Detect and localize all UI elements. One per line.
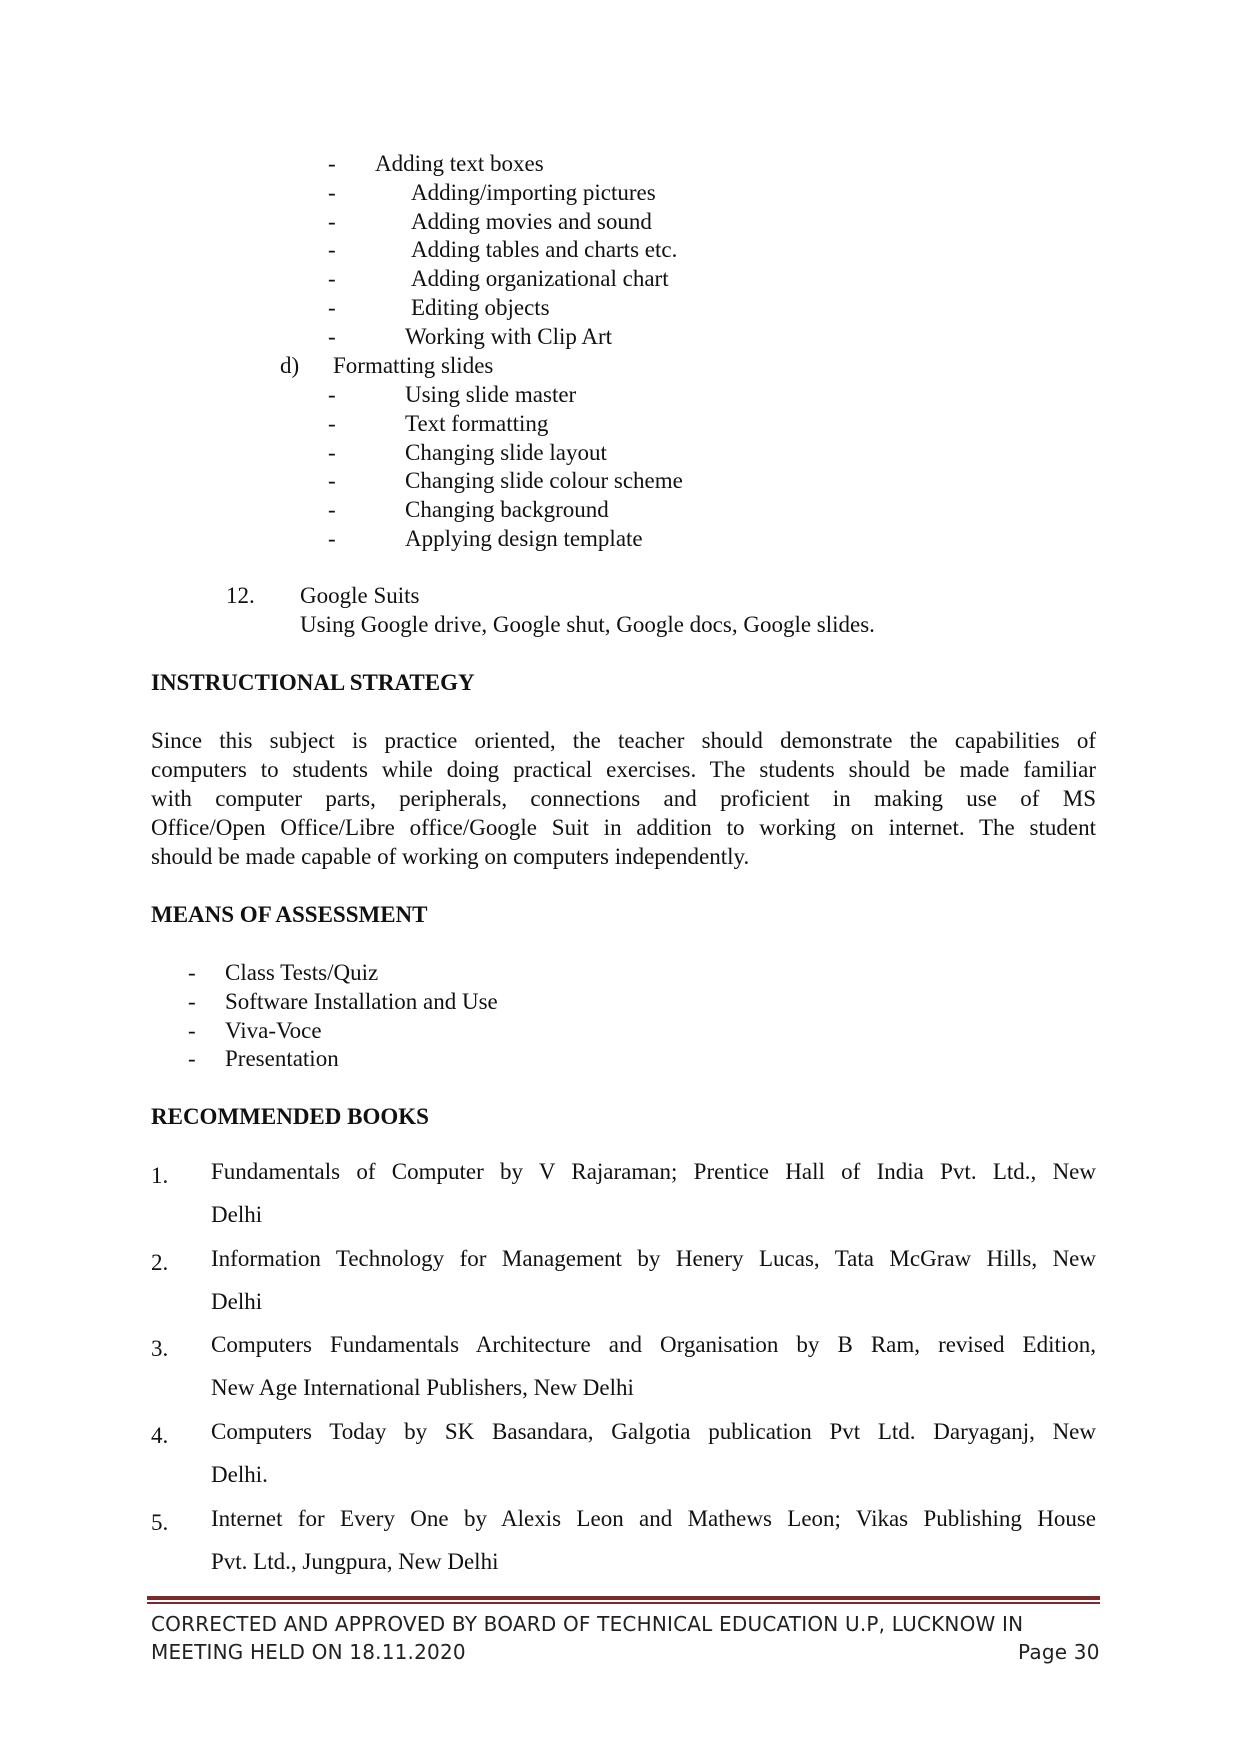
list-item: Text formatting [405, 411, 549, 436]
book-number: 1. [151, 1163, 169, 1188]
paragraph-line: computers to students while doing practical exercises. The students should be made familiar [151, 757, 1096, 782]
paragraph-line: Since this subject is practice oriented, the teacher should demonstrate the capabilities of [151, 728, 1096, 753]
dash-marker: - [188, 1046, 196, 1071]
section-heading: RECOMMENDED BOOKS [151, 1104, 429, 1129]
book-number: 4. [151, 1423, 169, 1448]
dash-marker: - [328, 266, 336, 291]
dash-marker: - [328, 411, 336, 436]
book-entry [211, 1237, 1096, 1323]
book-line: Computers Today by SK Basandara, Galgotia publication Pvt Ltd. Daryaganj, New [211, 1419, 1096, 1444]
paragraph-line: with computer parts, peripherals, connections and proficient in making use of MS [151, 786, 1096, 811]
strategy-paragraph [151, 726, 1096, 871]
list-item: Changing slide layout [405, 440, 607, 465]
dash-marker: - [328, 324, 336, 349]
footer-rule-thin [147, 1602, 1100, 1604]
list-item: Software Installation and Use [225, 989, 498, 1014]
list-item: Class Tests/Quiz [225, 960, 379, 985]
section-title: Formatting slides [333, 353, 494, 378]
dash-marker: - [188, 960, 196, 985]
dash-marker: - [328, 468, 336, 493]
book-entry [211, 1410, 1096, 1496]
list-item: Applying design template [405, 526, 643, 551]
book-number: 3. [151, 1336, 169, 1361]
dash-marker: - [328, 440, 336, 465]
dash-marker: - [328, 382, 336, 407]
list-item: Working with Clip Art [405, 324, 613, 349]
list-item: Changing background [405, 497, 609, 522]
book-number: 5. [151, 1510, 169, 1535]
book-line: Delhi [211, 1202, 263, 1227]
list-item: Viva-Voce [225, 1018, 322, 1043]
list-item: Changing slide colour scheme [405, 468, 683, 493]
footer-meeting-line: MEETING HELD ON 18.11.2020 [151, 1640, 466, 1664]
dash-marker: - [328, 526, 336, 551]
book-line: Delhi. [211, 1462, 268, 1487]
list-item: Editing objects [411, 295, 550, 320]
list-item: Adding tables and charts etc. [411, 237, 678, 262]
item-number: 12. [226, 583, 255, 608]
dash-marker: - [328, 295, 336, 320]
section-heading: INSTRUCTIONAL STRATEGY [151, 670, 475, 695]
section-heading: MEANS OF ASSESSMENT [151, 902, 428, 927]
book-line: Pvt. Ltd., Jungpura, New Delhi [211, 1549, 499, 1574]
section-marker: d) [280, 353, 300, 378]
paragraph-line: Office/Open Office/Libre office/Google Suit in addition to working on internet. The student [151, 815, 1096, 840]
list-item: Using slide master [405, 382, 577, 407]
list-item: Adding/importing pictures [411, 180, 656, 205]
list-item: Adding text boxes [375, 151, 544, 176]
dash-marker: - [188, 989, 196, 1014]
item-title: Google Suits [300, 583, 420, 608]
dash-marker: - [328, 237, 336, 262]
page-number: Page 30 [1018, 1640, 1100, 1664]
book-line: New Age International Publishers, New Delhi [211, 1375, 634, 1400]
book-entry [211, 1323, 1096, 1409]
book-line: Fundamentals of Computer by V Rajaraman; Prentice Hall of India Pvt. Ltd., New [211, 1159, 1096, 1184]
footer-approval-line: CORRECTED AND APPROVED BY BOARD OF TECHNICAL EDUCATION U.P, LUCKNOW IN [151, 1612, 1024, 1636]
book-line: Internet for Every One by Alexis Leon and Mathews Leon; Vikas Publishing House [211, 1506, 1096, 1531]
footer-rule [147, 1596, 1100, 1600]
dash-marker: - [328, 497, 336, 522]
list-item: Adding organizational chart [411, 266, 669, 291]
book-number: 2. [151, 1250, 169, 1275]
dash-marker: - [328, 180, 336, 205]
book-entry [211, 1150, 1096, 1236]
book-entry [211, 1497, 1096, 1583]
list-item: Presentation [225, 1046, 339, 1071]
item-detail: Using Google drive, Google shut, Google docs, Google slides. [300, 612, 875, 637]
paragraph-line: should be made capable of working on computers independently. [151, 844, 750, 869]
book-line: Delhi [211, 1289, 263, 1314]
book-line: Computers Fundamentals Architecture and Organisation by B Ram, revised Edition, [211, 1332, 1096, 1357]
book-line: Information Technology for Management by Henery Lucas, Tata McGraw Hills, New [211, 1246, 1096, 1271]
list-item: Adding movies and sound [411, 209, 652, 234]
dash-marker: - [328, 151, 336, 176]
dash-marker: - [328, 209, 336, 234]
dash-marker: - [188, 1018, 196, 1043]
